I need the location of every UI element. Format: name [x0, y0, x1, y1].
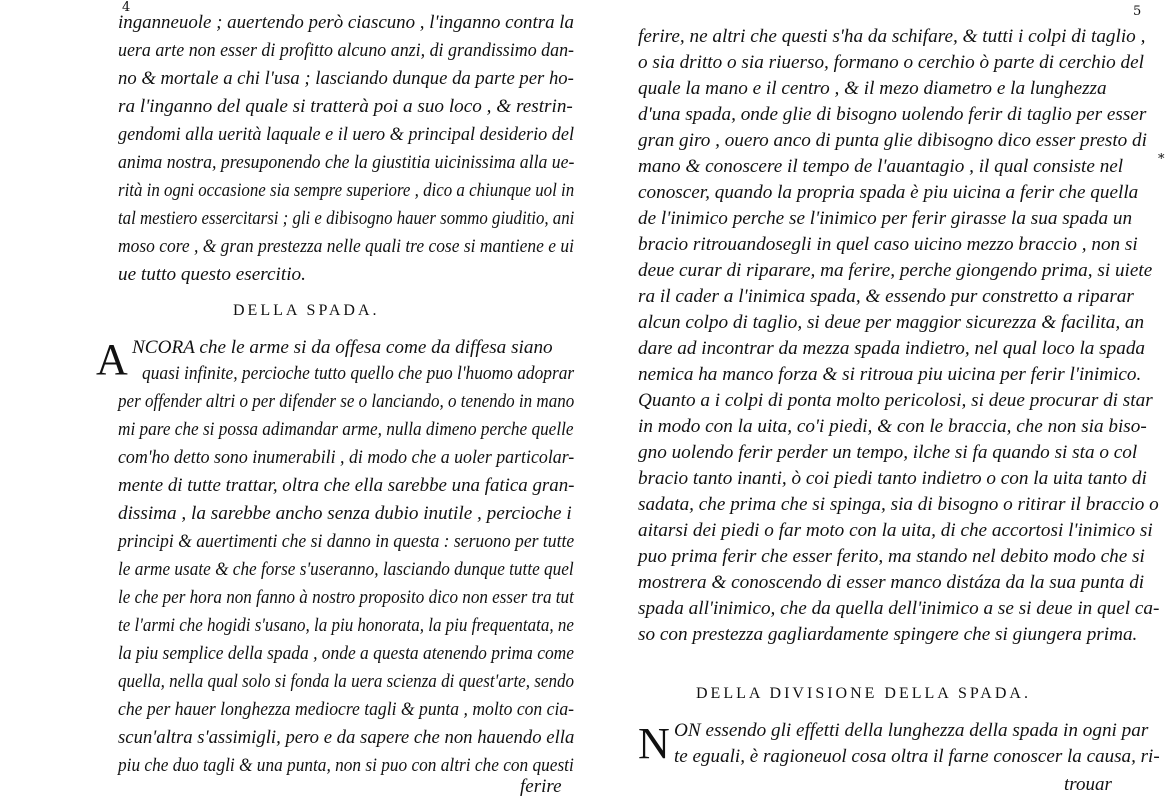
section-heading: DELLA SPADA.: [233, 302, 380, 319]
text-line: uera arte non esser di profitto alcuno anzi, di grandissimo dan-: [118, 40, 575, 61]
text-line: anima nostra, presuponendo che la giustitia uicinissima alla ue-: [118, 152, 575, 173]
text-line: la piu semplice della spada , onde a questa atenendo prima come: [118, 643, 575, 664]
text-line: quella, nella qual solo si fonda la uera scienza di quest'arte, sendo: [118, 671, 575, 692]
text-line: rità in ogni occasione sia sempre superiore , dico a chiunque uol in: [118, 180, 575, 201]
text-line: in modo con la uita, co'i piedi, & con le braccia, che non sia biso-: [638, 416, 1147, 437]
text-line: so con prestezza gagliardamente spingere che si giungera prima.: [638, 624, 1138, 645]
text-line: deue curar di riparare, ma ferire, perche giongendo prima, si uiete: [638, 260, 1153, 281]
text-line: quasi infinite, percioche tutto quello che puo l'huomo adoprar: [142, 363, 575, 384]
text-line: mostrera & conoscendo di esser manco distáza da la sua punta di: [638, 572, 1145, 593]
text-line: ue tutto questo esercitio.: [118, 264, 306, 285]
text-line: gno uolendo ferir perder un tempo, ilche si fa quando si sta o col: [638, 442, 1138, 463]
text-line: te l'armi che hogidi s'usano, la piu honorata, la piu frequentata, ne: [118, 615, 574, 636]
text-line: mi pare che si possa adimandar arme, nulla dimeno perche quelle: [118, 419, 574, 440]
text-line: gendomi alla uerità laquale e il uero & principal desiderio del: [118, 124, 575, 145]
text-line: principi & auertimenti che si danno in questa : seruono per tutte: [118, 531, 575, 552]
text-line: moso core , & gran prestezza nelle quali tre cose si mantiene e ui: [118, 236, 574, 257]
text-line: quale la mano e il centro , & il mezo diametro e la lunghezza: [638, 78, 1107, 99]
text-line: no & mortale a chi l'usa ; lasciando dunque da parte per ho-: [118, 68, 574, 89]
text-line: de l'inimico perche se l'inimico per ferir girasse la sua spada un: [638, 208, 1133, 229]
text-line: puo prima ferir che esser ferito, ma stando nel debito modo che si: [638, 546, 1145, 567]
text-line: te eguali, è ragioneuol cosa oltra il farne conoscer la causa, ri-: [674, 746, 1160, 767]
text-line: sadata, che prima che si spinga, sia di bisogno o ritirar il braccio o: [638, 494, 1159, 515]
text-line: d'una spada, onde glie di bisogno uolendo ferir di taglio per esser: [638, 104, 1147, 125]
text-line: conoscer, quando la propria spada è piu uicina a ferir che quella: [638, 182, 1139, 203]
text-line: tal mestiero essercitarsi ; gli e dibisogno hauer sommo giuditio, ani: [118, 208, 575, 229]
drop-cap: N: [638, 719, 670, 768]
text-line: Quanto a i colpi di ponta molto pericolosi, si deue procurar di star: [638, 390, 1153, 411]
page-number-left: 4: [122, 0, 131, 15]
catchword: trouar: [1064, 774, 1112, 795]
text-line: dare ad incontrar da mezza spada indietro, nel qual loco la spada: [638, 338, 1146, 359]
text-line: mano & conoscere il tempo de l'auantagio , il qual consiste nel: [638, 156, 1124, 177]
text-line: nemica ha manco forza & si ritroua piu uicina per ferir l'inimico.: [638, 364, 1142, 385]
text-line: ra l'inganno del quale si tratterà poi a suo loco , & restrin-: [118, 96, 573, 117]
drop-cap: A: [96, 335, 128, 384]
text-line: aitarsi dei piedi o far moto con la uita, di che accortosi l'inimico si: [638, 520, 1153, 541]
section-heading: DELLA DIVISIONE DELLA SPADA.: [696, 685, 1031, 702]
text-line: piu che duo tagli & una punta, non si puo con altri che con questi: [118, 755, 574, 776]
text-line: NCORA che le arme si da offesa come da diffesa siano: [132, 337, 553, 358]
text-line: com'ho detto sono inumerabili , di modo che a uoler particolar-: [118, 447, 575, 468]
text-line: per offender altri o per difender se o lanciando, o tenendo in mano: [118, 391, 575, 412]
text-line: che per hauer longhezza mediocre tagli & punta , molto con cia-: [118, 699, 575, 720]
text-line: ferire, ne altri che questi s'ha da schifare, & tutti i colpi di taglio ,: [638, 26, 1146, 47]
text-line: ON essendo gli effetti della lunghezza della spada in ogni par: [674, 720, 1149, 741]
text-line: le che per hora non fanno à nostro proposito dico non esser tra tut: [118, 587, 574, 608]
text-line: scun'altra s'assimigli, pero e da sapere che non hauendo ella: [118, 727, 575, 748]
text-line: mente di tutte trattar, oltra che ella sarebbe una fatica gran-: [118, 475, 575, 496]
text-line: o sia dritto o sia riuerso, formano o cerchio ò parte di cerchio del: [638, 52, 1144, 73]
text-line: bracio tanto inanti, ò coi piedi tanto indietro o con la uita tanto di: [638, 468, 1147, 489]
text-line: alcun colpo di taglio, si deue per maggior sicurezza & facilita, an: [638, 312, 1145, 333]
text-line: spada all'inimico, che da quella dell'inimico a se si deue in quel ca-: [638, 598, 1160, 619]
catchword: ferire: [520, 776, 562, 797]
text-line: le arme usate & che forse s'useranno, lasciando dunque tutte quel: [118, 559, 574, 580]
text-line: gran giro , ouero anco di punta glie dibisogno dico esser presto di: [638, 130, 1147, 151]
margin-mark: *: [1158, 152, 1165, 167]
text-line: dissima , la sarebbe ancho senza dubio inutile , percioche i: [118, 503, 572, 524]
text-line: bracio ritrouandosegli in quel caso uicino mezzo braccio , non si: [638, 234, 1138, 255]
left-page: [0, 0, 586, 800]
page-number-right: 5: [1133, 4, 1142, 19]
text-line: ra il cader a l'inimica spada, & essendo pur constretto a riparar: [638, 286, 1134, 307]
text-line: inganneuole ; auertendo però ciascuno , l'inganno contra la: [118, 12, 574, 33]
right-page: [586, 0, 1173, 800]
